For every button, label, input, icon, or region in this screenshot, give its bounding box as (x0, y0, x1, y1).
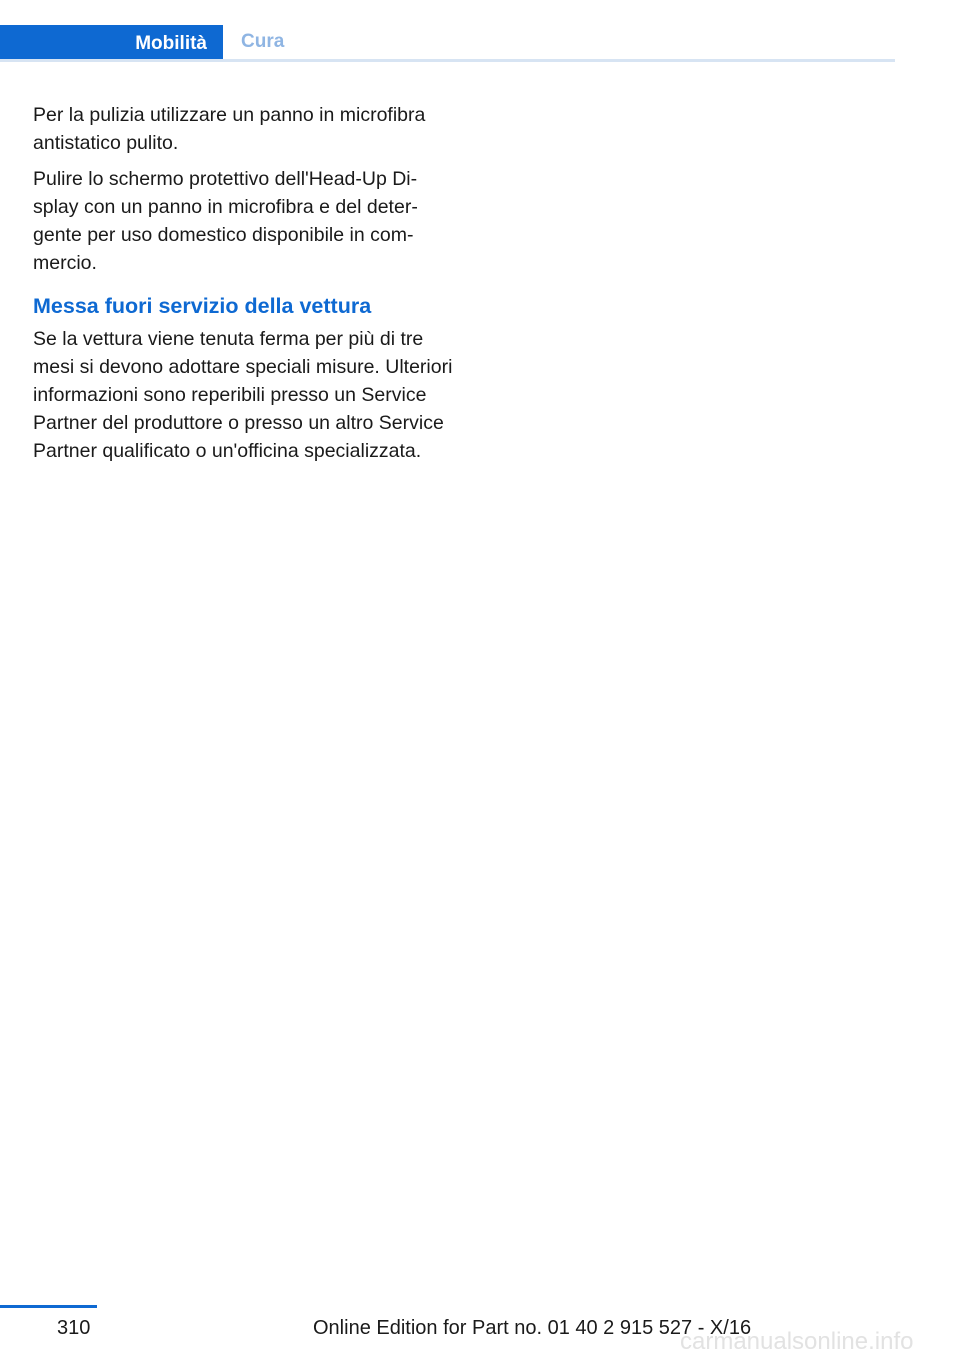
paragraph-decommissioning: Se la vettura viene tenuta ferma per più di tre mesi si devono adottare speciali misure. Ulteriori informazioni sono reperibili presso un Service Partner del produttore o presso un altro Service Partner qualificato o un'officina specializzata. (33, 328, 453, 462)
page-number: 310 (57, 1317, 91, 1339)
main-content (33, 101, 453, 473)
section-heading: Messa fuori servizio della vettura (33, 294, 372, 318)
edition-info: Online Edition for Part no. 01 40 2 915 527 - X/16 (313, 1317, 752, 1339)
header-tabs (0, 25, 895, 62)
footer-accent-bar (0, 1305, 97, 1308)
paragraph-head-up-display: Pulire lo schermo protettivo dell'Head-Up Display con un panno in microfibra e del detergente per uso domestico disponibile in commercio. (33, 168, 418, 274)
watermark: carmanualsonline.info (680, 1328, 914, 1355)
tab-mobilita[interactable]: Mobilità (0, 25, 223, 62)
tab-cura[interactable]: Cura (241, 31, 285, 52)
paragraph-cleaning-cloth: Per la pulizia utilizzare un panno in microfibra antistatico pulito. (33, 104, 426, 154)
header-divider (0, 59, 895, 62)
